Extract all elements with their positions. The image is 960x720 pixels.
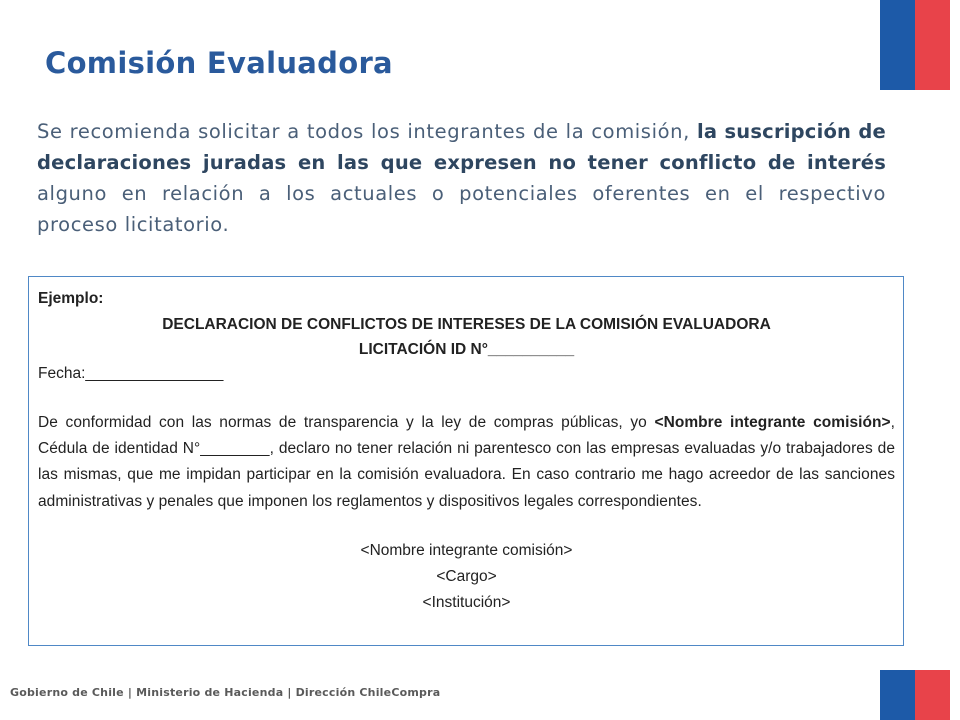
page-title: Comisión Evaluadora <box>45 46 393 80</box>
body-placeholder-name: <Nombre integrante comisión> <box>654 414 891 431</box>
fecha-line: Fecha:________________ <box>38 365 224 382</box>
intro-text-end: alguno en relación a los actuales o potenciales oferentes en el respectivo proceso licitatorio. <box>37 182 886 236</box>
intro-text-bold: la suscripción de declaraciones juradas en las que expresen no tener conflicto de interés <box>37 120 886 174</box>
flag-blue-stripe <box>880 0 915 90</box>
flag-red-stripe <box>915 670 950 720</box>
body-text-1: De conformidad con las normas de transparencia y la ley de compras públicas, yo <box>38 414 655 431</box>
signature-name: <Nombre integrante comisión> <box>360 541 573 559</box>
declaration-body <box>38 410 895 515</box>
licitacion-blank: __________ <box>487 341 575 358</box>
licitacion-label: LICITACIÓN ID N° <box>358 341 488 358</box>
example-label: Ejemplo: <box>38 290 104 307</box>
flag-bar-bottom <box>880 670 950 720</box>
flag-blue-stripe <box>880 670 915 720</box>
signature-institucion: <Institución> <box>422 593 511 611</box>
spacer <box>38 386 895 410</box>
intro-text-start: Se recomienda solicitar a todos los integrantes de la comisión, <box>37 120 697 143</box>
example-box <box>28 276 904 646</box>
footer-text: Gobierno de Chile | Ministerio de Hacienda | Dirección ChileCompra <box>10 686 441 699</box>
flag-red-stripe <box>915 0 950 90</box>
intro-paragraph <box>37 116 886 240</box>
signature-cargo: <Cargo> <box>436 567 497 585</box>
flag-bar-top <box>880 0 950 90</box>
declaration-heading: DECLARACION DE CONFLICTOS DE INTERESES DE LA COMISIÓN EVALUADORA <box>162 316 771 333</box>
body-text-2: , Cédula de identidad N°________, declaro no tener relación ni parentesco con las empresas evaluadas y/o trabajadores de las mismas, que me impidan participar en la comisión evaluadora. En caso contrario me hago acreedor de las sanciones administrativas y penales que imponen los reglamentos y dispositivos legales correspondientes. <box>38 414 895 510</box>
licitacion-line <box>38 338 895 362</box>
